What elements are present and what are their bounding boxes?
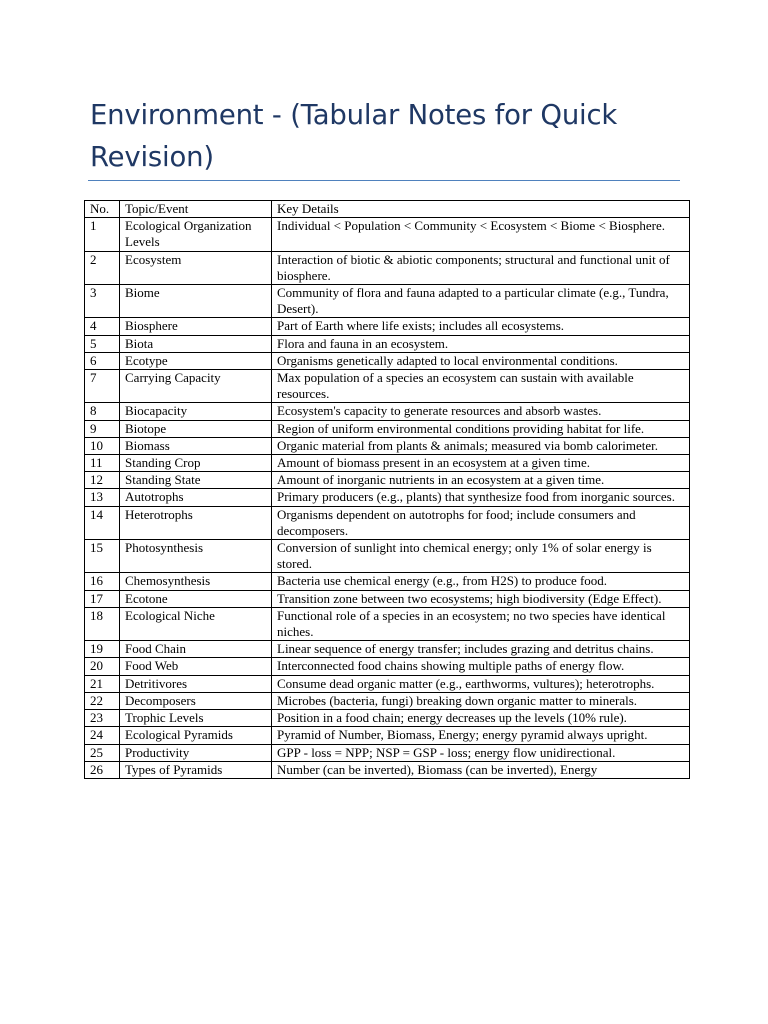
table-row xyxy=(85,285,690,318)
cell-details: Interconnected food chains showing multiple paths of energy flow. xyxy=(272,658,690,675)
cell-details: Linear sequence of energy transfer; includes grazing and detritus chains. xyxy=(272,641,690,658)
cell-topic: Ecosystem xyxy=(120,251,272,284)
table-row xyxy=(85,675,690,692)
table-row xyxy=(85,251,690,284)
cell-details: Bacteria use chemical energy (e.g., from H2S) to produce food. xyxy=(272,573,690,590)
table-row xyxy=(85,437,690,454)
cell-no: 12 xyxy=(85,472,120,489)
cell-topic: Ecotone xyxy=(120,590,272,607)
cell-details: Individual < Population < Community < Ecosystem < Biome < Biosphere. xyxy=(272,218,690,251)
cell-topic: Autotrophs xyxy=(120,489,272,506)
table-row xyxy=(85,573,690,590)
cell-details: GPP - loss = NPP; NSP = GSP - loss; energy flow unidirectional. xyxy=(272,744,690,761)
cell-details: Amount of inorganic nutrients in an ecosystem at a given time. xyxy=(272,472,690,489)
cell-no: 1 xyxy=(85,218,120,251)
cell-no: 13 xyxy=(85,489,120,506)
cell-no: 9 xyxy=(85,420,120,437)
cell-topic: Ecological Organization Levels xyxy=(120,218,272,251)
cell-details: Organisms genetically adapted to local environmental conditions. xyxy=(272,352,690,369)
cell-topic: Biosphere xyxy=(120,318,272,335)
cell-no: 4 xyxy=(85,318,120,335)
table-row xyxy=(85,607,690,640)
cell-topic: Ecological Pyramids xyxy=(120,727,272,744)
cell-topic: Standing State xyxy=(120,472,272,489)
cell-topic: Productivity xyxy=(120,744,272,761)
cell-no: 25 xyxy=(85,744,120,761)
table-body xyxy=(85,218,690,779)
table-row xyxy=(85,218,690,251)
cell-topic: Detritivores xyxy=(120,675,272,692)
page-title: Environment - (Tabular Notes for Quick Revision) xyxy=(90,99,618,173)
table-row xyxy=(85,710,690,727)
table-row xyxy=(85,761,690,778)
cell-topic: Biotope xyxy=(120,420,272,437)
cell-no: 3 xyxy=(85,285,120,318)
cell-no: 10 xyxy=(85,437,120,454)
cell-topic: Standing Crop xyxy=(120,455,272,472)
cell-no: 14 xyxy=(85,506,120,539)
table-header-row xyxy=(85,201,690,218)
table-row xyxy=(85,335,690,352)
cell-details: Flora and fauna in an ecosystem. xyxy=(272,335,690,352)
cell-details: Consume dead organic matter (e.g., earthworms, vultures); heterotrophs. xyxy=(272,675,690,692)
cell-details: Organisms dependent on autotrophs for food; include consumers and decomposers. xyxy=(272,506,690,539)
header-no: No. xyxy=(85,201,120,218)
cell-topic: Trophic Levels xyxy=(120,710,272,727)
cell-no: 2 xyxy=(85,251,120,284)
cell-topic: Decomposers xyxy=(120,692,272,709)
table-row xyxy=(85,472,690,489)
cell-no: 26 xyxy=(85,761,120,778)
cell-details: Community of flora and fauna adapted to a particular climate (e.g., Tundra, Desert). xyxy=(272,285,690,318)
cell-topic: Biocapacity xyxy=(120,403,272,420)
title-divider xyxy=(88,180,680,181)
table-row xyxy=(85,489,690,506)
cell-topic: Biota xyxy=(120,335,272,352)
cell-no: 18 xyxy=(85,607,120,640)
cell-no: 23 xyxy=(85,710,120,727)
cell-details: Position in a food chain; energy decreases up the levels (10% rule). xyxy=(272,710,690,727)
table-row xyxy=(85,641,690,658)
table-row xyxy=(85,727,690,744)
cell-details: Conversion of sunlight into chemical energy; only 1% of solar energy is stored. xyxy=(272,540,690,573)
table-row xyxy=(85,744,690,761)
cell-details: Max population of a species an ecosystem can sustain with available resources. xyxy=(272,370,690,403)
cell-no: 7 xyxy=(85,370,120,403)
cell-details: Interaction of biotic & abiotic components; structural and functional unit of biosphere. xyxy=(272,251,690,284)
table-row xyxy=(85,590,690,607)
cell-no: 6 xyxy=(85,352,120,369)
table-row xyxy=(85,420,690,437)
cell-no: 24 xyxy=(85,727,120,744)
cell-details: Ecosystem's capacity to generate resources and absorb wastes. xyxy=(272,403,690,420)
table-row xyxy=(85,540,690,573)
cell-details: Transition zone between two ecosystems; high biodiversity (Edge Effect). xyxy=(272,590,690,607)
cell-no: 17 xyxy=(85,590,120,607)
table-row xyxy=(85,692,690,709)
cell-no: 11 xyxy=(85,455,120,472)
cell-topic: Carrying Capacity xyxy=(120,370,272,403)
cell-details: Region of uniform environmental conditions providing habitat for life. xyxy=(272,420,690,437)
cell-details: Microbes (bacteria, fungi) breaking down organic matter to minerals. xyxy=(272,692,690,709)
cell-no: 5 xyxy=(85,335,120,352)
table-row xyxy=(85,506,690,539)
table-row xyxy=(85,658,690,675)
cell-no: 15 xyxy=(85,540,120,573)
cell-no: 21 xyxy=(85,675,120,692)
cell-topic: Biome xyxy=(120,285,272,318)
cell-details: Part of Earth where life exists; includes all ecosystems. xyxy=(272,318,690,335)
cell-details: Number (can be inverted), Biomass (can be inverted), Energy xyxy=(272,761,690,778)
table-row xyxy=(85,455,690,472)
cell-no: 22 xyxy=(85,692,120,709)
cell-topic: Types of Pyramids xyxy=(120,761,272,778)
cell-topic: Photosynthesis xyxy=(120,540,272,573)
table-row xyxy=(85,318,690,335)
header-topic: Topic/Event xyxy=(120,201,272,218)
header-details: Key Details xyxy=(272,201,690,218)
table-row xyxy=(85,370,690,403)
cell-no: 19 xyxy=(85,641,120,658)
cell-topic: Food Web xyxy=(120,658,272,675)
cell-no: 16 xyxy=(85,573,120,590)
cell-details: Primary producers (e.g., plants) that synthesize food from inorganic sources. xyxy=(272,489,690,506)
cell-details: Amount of biomass present in an ecosystem at a given time. xyxy=(272,455,690,472)
notes-table xyxy=(84,200,690,779)
table-row xyxy=(85,352,690,369)
cell-topic: Food Chain xyxy=(120,641,272,658)
table-row xyxy=(85,403,690,420)
cell-no: 8 xyxy=(85,403,120,420)
cell-details: Functional role of a species in an ecosystem; no two species have identical niches. xyxy=(272,607,690,640)
cell-topic: Ecotype xyxy=(120,352,272,369)
cell-no: 20 xyxy=(85,658,120,675)
cell-details: Organic material from plants & animals; measured via bomb calorimeter. xyxy=(272,437,690,454)
cell-topic: Chemosynthesis xyxy=(120,573,272,590)
cell-topic: Biomass xyxy=(120,437,272,454)
cell-details: Pyramid of Number, Biomass, Energy; energy pyramid always upright. xyxy=(272,727,690,744)
cell-topic: Ecological Niche xyxy=(120,607,272,640)
cell-topic: Heterotrophs xyxy=(120,506,272,539)
